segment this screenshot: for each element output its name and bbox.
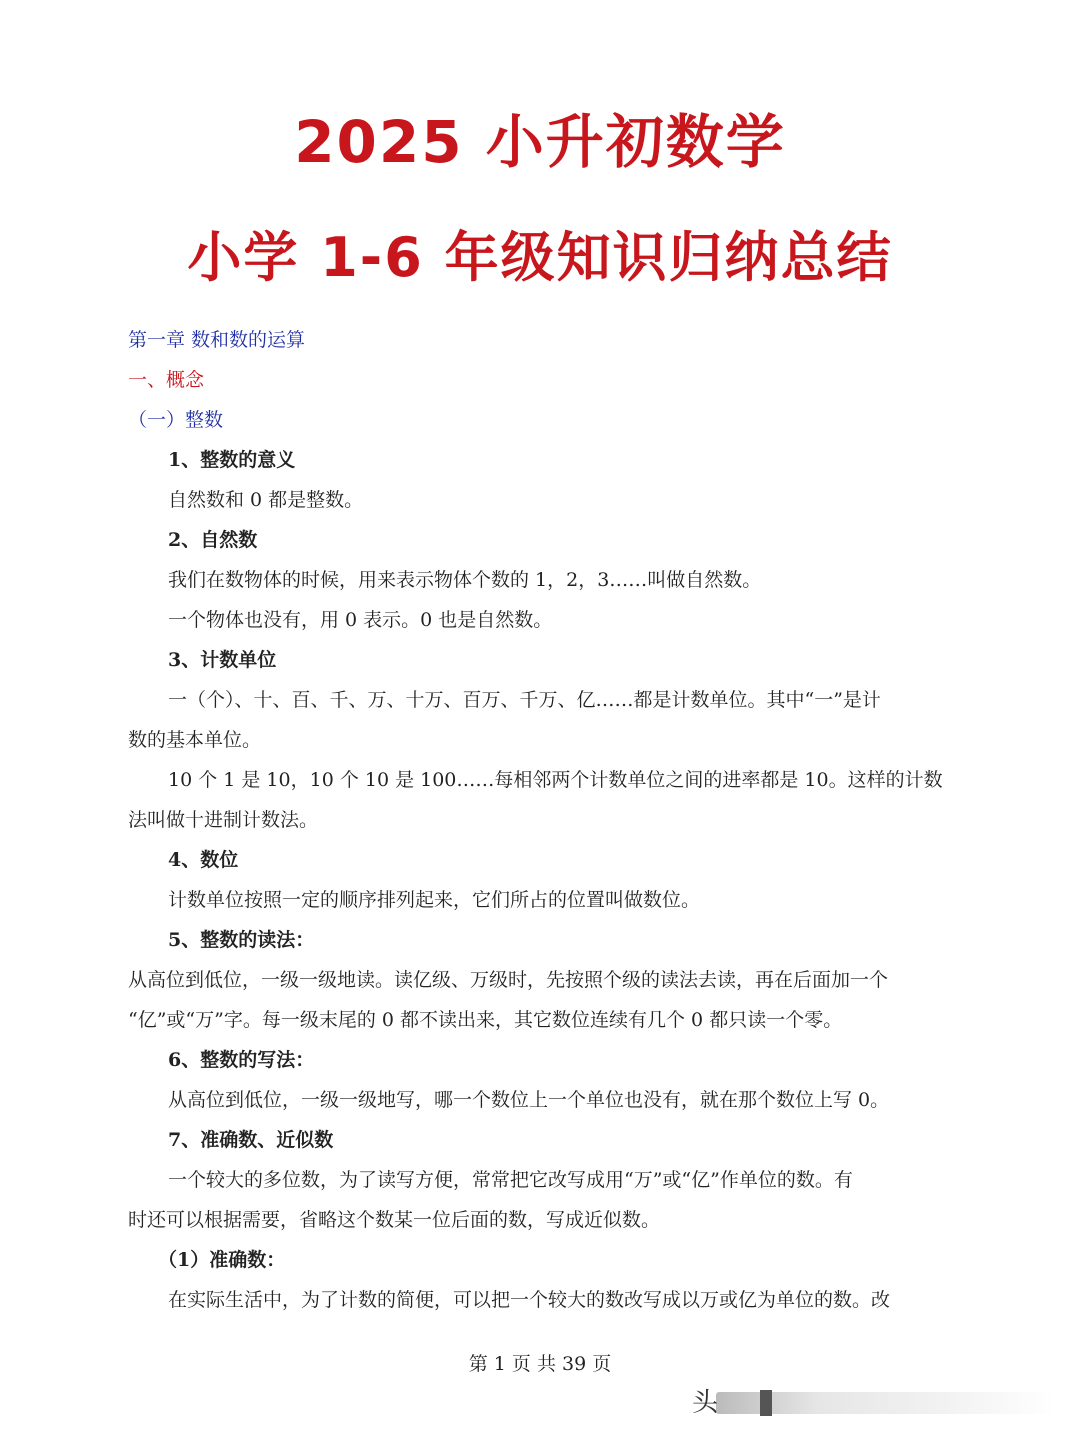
- line-body: 一（个）、十、百、千、万、十万、百万、千万、亿……都是计数单位。其中“一”是计: [168, 689, 881, 711]
- line-heading-6: 6、整数的写法：: [168, 1049, 315, 1071]
- document-title: 2025 小升初数学: [294, 108, 786, 176]
- line-heading-exact-number: （1）准确数：: [158, 1249, 286, 1271]
- line-body: 数的基本单位。: [128, 729, 262, 751]
- line-body: 一个物体也没有，用 0 表示。0 也是自然数。: [168, 609, 553, 631]
- line-body: 从高位到低位，一级一级地读。读亿级、万级时，先按照个级的读法去读，再在后面加一个: [128, 969, 889, 991]
- line-heading-5: 5、整数的读法：: [168, 929, 315, 951]
- page-footer: 第 1 页 共 39 页: [468, 1353, 612, 1375]
- line-chapter-title: 第一章 数和数的运算: [128, 329, 306, 351]
- line-heading-4: 4、数位: [168, 849, 239, 871]
- watermark-char: 头: [692, 1388, 719, 1418]
- line-body: 时还可以根据需要，省略这个数某一位后面的数，写成近似数。: [128, 1209, 661, 1231]
- line-section-concept: 一、概念: [128, 369, 205, 391]
- line-body: 自然数和 0 都是整数。: [168, 489, 364, 511]
- line-heading-3: 3、计数单位: [168, 649, 277, 671]
- watermark-block: [760, 1390, 772, 1416]
- line-heading-2: 2、自然数: [168, 529, 258, 551]
- line-heading-7: 7、准确数、近似数: [168, 1129, 334, 1151]
- line-body: 一个较大的多位数，为了读写方便，常常把它改写成用“万”或“亿”作单位的数。有: [168, 1169, 853, 1191]
- line-subsection-integer: （一）整数: [128, 409, 224, 431]
- watermark: [690, 1386, 1060, 1422]
- line-heading-1: 1、整数的意义: [168, 449, 296, 471]
- line-body: 计数单位按照一定的顺序排列起来，它们所占的位置叫做数位。: [168, 889, 701, 911]
- document-subtitle: 小学 1-6 年级知识归纳总结: [187, 226, 893, 289]
- line-body: 我们在数物体的时候，用来表示物体个数的 1，2，3……叫做自然数。: [168, 569, 762, 591]
- line-body: 10 个 1 是 10，10 个 10 是 100……每相邻两个计数单位之间的进率都是 10。这样的计数: [168, 769, 943, 791]
- line-body: 从高位到低位，一级一级地写，哪一个数位上一个单位也没有，就在那个数位上写 0。: [168, 1089, 890, 1111]
- line-body: 在实际生活中，为了计数的简便，可以把一个较大的数改写成以万或亿为单位的数。改: [168, 1289, 891, 1311]
- line-body: 法叫做十进制计数法。: [128, 809, 319, 831]
- line-body: “亿”或“万”字。每一级末尾的 0 都不读出来，其它数位连续有几个 0 都只读一个零。: [128, 1009, 843, 1031]
